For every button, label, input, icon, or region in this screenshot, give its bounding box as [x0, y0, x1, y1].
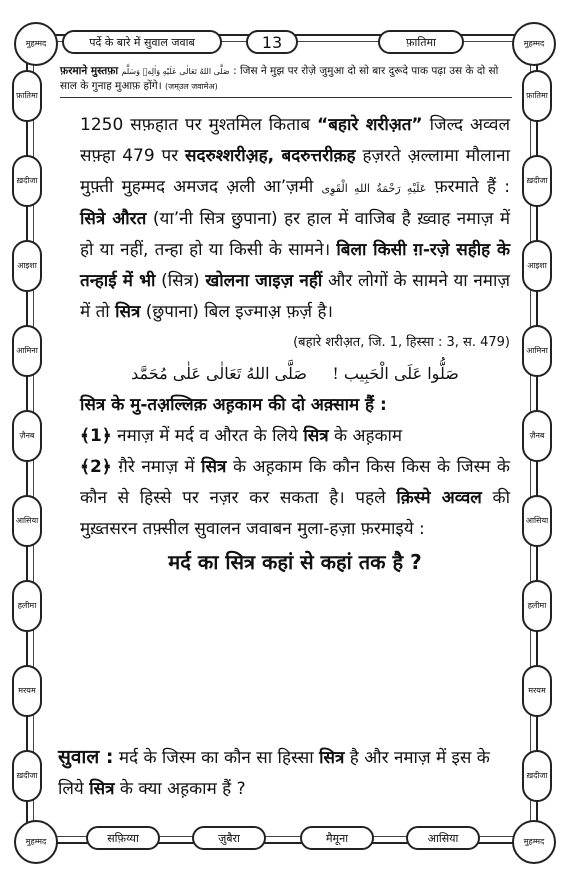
text-run: ग़ैरे नमाज़ में: [111, 457, 202, 477]
side-label: आमिना: [526, 346, 548, 355]
bold-term: सित्र: [319, 748, 345, 768]
bold-term: सित्र: [89, 779, 115, 799]
side-label: ख़दीजा: [16, 176, 38, 185]
text-run: है और नमाज़ में इस के लिये: [58, 748, 490, 799]
corner-ornament-top-left: [14, 22, 58, 66]
farmaan-e-mustafa: [60, 64, 512, 98]
text-run: की मुख़्तसरन तफ़्सील सुवालन जवाबन मुला-हज़ा फ़रमाइये :: [80, 488, 510, 539]
durood-right: صَلَّى اللهُ تَعَالٰى عَلٰى مُحَمَّد: [131, 364, 307, 383]
side-oval-left: [12, 495, 42, 547]
corner-label: मुहम्मद: [25, 837, 47, 846]
side-label: ख़दीजा: [526, 771, 548, 780]
side-oval-right: [522, 750, 552, 802]
text-run: फ़रमाते हैं :: [426, 177, 510, 197]
durood-left: صَلُّوا عَلَى الْحَبِيب !: [332, 364, 459, 383]
item-number: ﴾1﴿: [80, 426, 112, 446]
side-oval-right: [522, 155, 552, 207]
corner-ornament-bottom-right: [512, 820, 556, 864]
item-number: ﴾2﴿: [80, 457, 112, 477]
side-oval-left: [12, 240, 42, 292]
paragraph-2: [80, 390, 510, 421]
farmaan-text: : जिस ने मुझ पर रोज़े जुमुआ दो सो बार दुरूदे पाक पढ़ा उस के दो सो साल के गुनाह मुआफ़ होंगे।: [60, 65, 499, 92]
bold-term: सित्र के मु-तअ़ल्लिक़ अह़काम की दो अक़्साम हैं :: [80, 395, 387, 415]
side-oval-left: [12, 750, 42, 802]
side-label: ज़ैनब: [19, 431, 35, 440]
text-run: जिल्द अव्वल सफ़्हा 479 पर: [80, 115, 511, 166]
side-oval-left: [12, 665, 42, 717]
footer-label: आसिया: [427, 831, 459, 845]
side-label: मरयम: [18, 686, 36, 695]
footer-tab: [192, 826, 266, 850]
side-label: आसिया: [15, 516, 39, 525]
corner-ornament-top-right: [512, 22, 556, 66]
author-title: सदरुश्शरीअ़ह, बदरुत्तरीक़ह: [185, 146, 356, 166]
side-label: हलीमा: [17, 601, 37, 610]
farmaan-source: (जम्उल जवामेअ): [165, 82, 218, 91]
bold-term: बिला किसी ग़-रजे़ सहीह के तन्हाई में भी: [80, 240, 511, 291]
side-oval-left: [12, 410, 42, 462]
side-label: मरयम: [528, 686, 546, 695]
text-run: और लोगों के सामने या नमाज़ में तो: [80, 271, 510, 322]
corner-label: मुहम्मद: [523, 837, 545, 846]
side-oval-right: [522, 410, 552, 462]
side-label: ख़दीजा: [16, 771, 38, 780]
question-label: सुवाल :: [58, 746, 114, 768]
side-label: आइशा: [527, 261, 547, 270]
side-label: ज़ैनब: [529, 431, 545, 440]
side-label: आमिना: [16, 346, 38, 355]
header-name: फ़ातिमा: [406, 35, 436, 49]
question-block: [58, 742, 516, 805]
text-run: 1250 सफ़हात पर मुश्तमिल किताब: [80, 115, 318, 135]
corner-label: मुहम्मद: [523, 39, 545, 48]
arabic-invocation: عَلَيْهِ رَحْمَةُ اللهِ الْقَوِى: [321, 182, 427, 195]
text-run: के अह़काम कि कौन किस किस के जिस्म के कौन से हिस्से पर नज़र कर सकता है। पहले: [80, 457, 510, 508]
bold-term: सित्रे औरत: [80, 209, 147, 229]
list-item-2: [80, 452, 510, 545]
side-oval-right: [522, 580, 552, 632]
side-label: हलीमा: [527, 601, 547, 610]
text-run: मर्द के जिस्म का कौन सा हिस्सा: [113, 748, 320, 768]
side-oval-right: [522, 240, 552, 292]
side-label: फ़ातिमा: [526, 91, 548, 100]
farmaan-label: फ़रमाने मुस्तफ़ा: [60, 65, 119, 77]
corner-label: मुहम्मद: [25, 39, 47, 48]
side-oval-right: [522, 70, 552, 122]
side-label: फ़ातिमा: [16, 91, 38, 100]
text-run: हज़रते अ़ल्लामा मौलाना मुफ़्ती मुहम्मद अमजद अ़ली आ’ज़मी: [80, 146, 510, 197]
durood-line: [80, 358, 510, 390]
text-run: (सित्र): [155, 271, 206, 291]
footer-tab: [300, 826, 374, 850]
book-title: पर्दे के बारे में सुवाल जवाब: [89, 35, 195, 49]
page-number: 13: [261, 32, 283, 52]
footer-label: ज़ुबैरा: [218, 831, 240, 845]
footer-label: मैमूना: [325, 831, 349, 845]
bold-term: सित्र: [115, 302, 141, 322]
text-run: के अह़काम: [328, 426, 403, 446]
side-oval-left: [12, 580, 42, 632]
text-run: (छुपाना) बिल इज्माअ़ फ़र्ज़ है।: [140, 302, 333, 322]
main-content: [80, 110, 510, 579]
book-title-tab: [62, 30, 222, 54]
side-oval-left: [12, 325, 42, 377]
paragraph-1: [80, 110, 510, 328]
side-label: ख़दीजा: [526, 176, 548, 185]
bold-term: सित्र: [303, 426, 329, 446]
reference: (बहारे शरीअ़त, जि. 1, हिस्सा : 3, स. 479): [293, 335, 510, 350]
side-label: आइशा: [17, 261, 37, 270]
footer-tab: [86, 826, 160, 850]
side-oval-right: [522, 325, 552, 377]
side-oval-right: [522, 665, 552, 717]
text-run: नमाज़ में मर्द व औरत के लिये: [111, 426, 304, 446]
bold-term: क़िस्मे अव्वल: [396, 488, 482, 508]
side-oval-left: [12, 155, 42, 207]
section-heading: मर्द का सित्र कहां से कहां तक है ?: [168, 550, 422, 574]
text-run: (या’नी सित्र छुपाना) हर हाल में वाजिब है ख़्वाह नमाज़ में हो या नहीं, तन्हा हो या किसी के सामने।: [80, 209, 510, 260]
page-number-tab: [246, 30, 298, 54]
footer-label: सफ़िय्या: [107, 831, 139, 845]
header-name-tab: [378, 30, 464, 54]
side-label: आसिया: [525, 516, 549, 525]
text-run: के क्या अह़काम हैं ?: [114, 779, 246, 799]
list-item-1: [80, 421, 510, 452]
corner-ornament-bottom-left: [14, 820, 58, 864]
bold-term: सित्र: [201, 457, 227, 477]
bold-term: खोलना जाइज़ नहीं: [205, 271, 323, 291]
farmaan-arabic: صَلَّى اللهُ تَعَالٰى عَلَيْهِ وَاٰلِهٖ وَسَلَّم: [121, 67, 230, 76]
side-oval-left: [12, 70, 42, 122]
side-oval-right: [522, 495, 552, 547]
book-name: “बहारे शरीअ़त”: [317, 115, 423, 135]
footer-tab: [406, 826, 480, 850]
